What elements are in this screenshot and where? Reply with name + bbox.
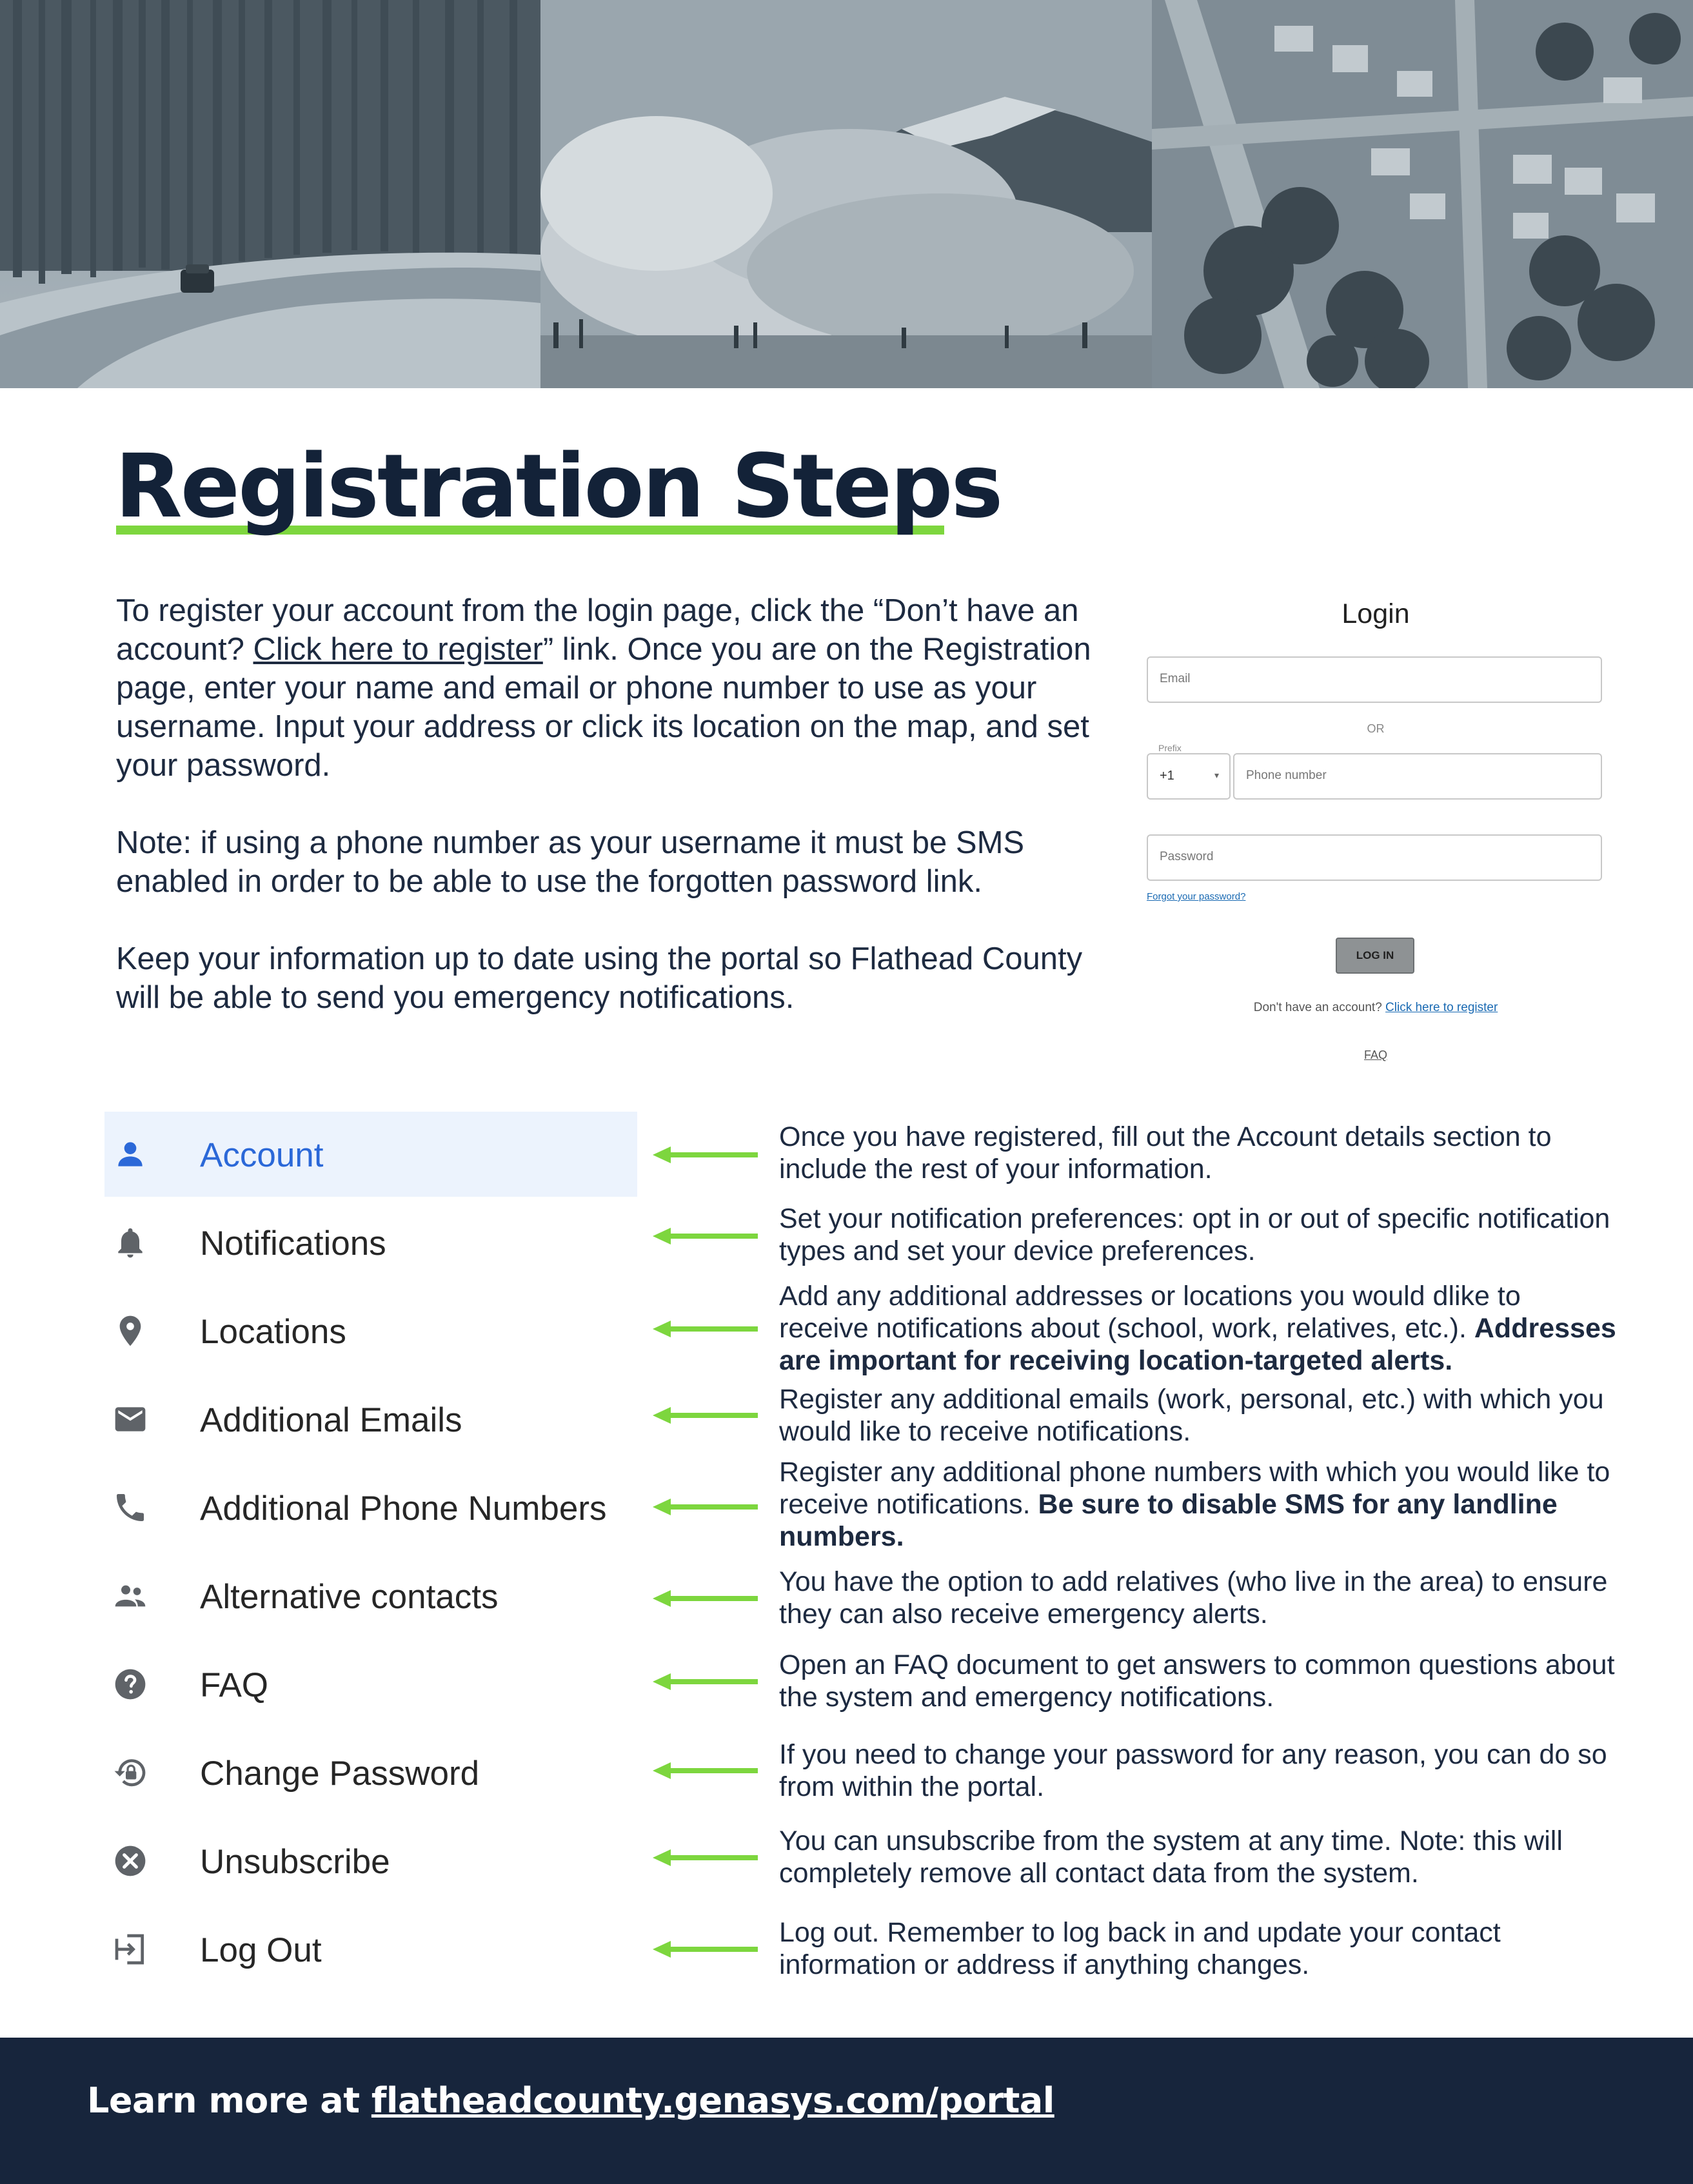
description-phones: Register any additional phone numbers with which you would like to receive notifications. Be sure to disable SMS for any landline numbers.	[779, 1457, 1610, 1552]
location-pin-icon	[112, 1313, 148, 1349]
hero-photo-strip	[0, 0, 1693, 388]
page-title: Registration Steps	[115, 436, 1002, 538]
prefix-select[interactable]: +1 ▾	[1147, 753, 1231, 800]
email-input[interactable]: Email	[1147, 656, 1602, 703]
description-contacts: You have the option to add relatives (who live in the area) to ensure they can also receive emergency alerts.	[779, 1566, 1608, 1629]
menu-label-notifications: Notifications	[200, 1225, 386, 1263]
intro-paragraph-register: To register your account from the login page, click the “Don’t have an account? Click here to register” link. Once you are on the Registration page, enter your name and email or phone number to use as your username. Input your address or click its location on the map, and set your password.	[116, 593, 1091, 783]
description-log-out: Log out. Remember to log back in and update your contact information or address if anything changes.	[779, 1917, 1501, 1980]
snowy-road-photo	[0, 0, 540, 388]
menu-item-additional-emails[interactable]	[104, 1377, 637, 1462]
description-account: Once you have registered, fill out the Account details section to include the rest of your information.	[779, 1121, 1552, 1185]
bell-icon	[112, 1225, 148, 1261]
wildfire-smoke-photo	[540, 0, 1152, 388]
menu-item-locations[interactable]	[104, 1288, 637, 1373]
green-arrow-icon	[651, 1406, 758, 1425]
forgot-password-link[interactable]: Forgot your password?	[1147, 891, 1246, 902]
green-arrow-icon	[651, 1497, 758, 1517]
register-link-inline[interactable]: Click here to register	[253, 632, 543, 667]
chevron-down-icon: ▾	[1214, 770, 1219, 780]
menu-item-unsubscribe[interactable]	[104, 1818, 637, 1904]
green-arrow-icon	[651, 1145, 758, 1165]
intro-text	[116, 591, 1109, 1056]
lock-reset-icon	[112, 1755, 148, 1791]
menu-label-faq: FAQ	[200, 1666, 269, 1704]
description-notifications: Set your notification preferences: opt in or out of specific notification types and set your device preferences.	[779, 1203, 1610, 1266]
green-arrow-icon	[651, 1761, 758, 1780]
description-faq: Open an FAQ document to get answers to common questions about the system and emergency notifications.	[779, 1649, 1615, 1713]
footer-banner	[0, 2038, 1693, 2184]
flooded-neighborhood-aerial-photo	[1152, 0, 1693, 388]
help-circle-icon	[112, 1666, 148, 1702]
description-emails: Register any additional emails (work, personal, etc.) with which you would like to receive notifications.	[779, 1384, 1604, 1447]
phone-number-input[interactable]: Phone number	[1233, 753, 1602, 800]
menu-item-account[interactable]	[104, 1112, 637, 1197]
menu-item-change-password[interactable]	[104, 1730, 637, 1815]
page-title-block	[115, 432, 1001, 542]
intro-paragraph-keep-updated: Keep your information up to date using the portal so Flathead County will be able to send you emergency notifications.	[116, 941, 1083, 1015]
password-input[interactable]: Password	[1147, 834, 1602, 881]
log-in-button[interactable]: LOG IN	[1336, 938, 1414, 974]
menu-label-additional-emails: Additional Emails	[200, 1401, 462, 1439]
login-form-screenshot	[1147, 580, 1605, 1083]
menu-item-faq[interactable]	[104, 1642, 637, 1727]
envelope-icon	[112, 1401, 148, 1437]
prefix-label: Prefix	[1158, 743, 1182, 753]
menu-label-log-out: Log Out	[200, 1931, 322, 1969]
green-arrow-icon	[651, 1226, 758, 1246]
logout-icon	[112, 1931, 148, 1967]
menu-item-notifications[interactable]	[104, 1200, 637, 1285]
menu-label-locations: Locations	[200, 1313, 346, 1351]
menu-item-alternative-contacts[interactable]	[104, 1553, 637, 1638]
description-locations: Add any additional addresses or locations you would dlike to receive notifications about (school, work, relatives, etc.). Addresses are important for receiving location-targeted alerts.	[779, 1281, 1616, 1376]
intro-paragraph-note: Note: if using a phone number as your username it must be SMS enabled in order to be able to use the forgotten password link.	[116, 825, 1025, 899]
register-link[interactable]: Click here to register	[1385, 1001, 1498, 1014]
faq-link[interactable]: FAQ	[1363, 1048, 1387, 1061]
green-arrow-icon	[651, 1319, 758, 1339]
menu-label-account: Account	[200, 1136, 324, 1174]
footer-text: Learn more at flatheadcounty.genasys.com/portal	[87, 2080, 1054, 2121]
green-arrow-icon	[651, 1940, 758, 1959]
green-arrow-icon	[651, 1672, 758, 1691]
menu-item-log-out[interactable]	[104, 1907, 637, 1992]
green-arrow-icon	[651, 1589, 758, 1608]
portal-url-link[interactable]: flatheadcounty.genasys.com/portal	[371, 2080, 1054, 2121]
person-icon	[112, 1136, 148, 1172]
description-change-password: If you need to change your password for any reason, you can do so from within the portal.	[779, 1739, 1607, 1802]
description-unsubscribe: You can unsubscribe from the system at any time. Note: this will completely remove all contact data from the system.	[779, 1825, 1563, 1889]
phone-icon	[112, 1490, 148, 1526]
menu-label-additional-phone-numbers: Additional Phone Numbers	[200, 1490, 607, 1528]
green-arrow-icon	[651, 1848, 758, 1867]
people-icon	[112, 1578, 148, 1614]
register-line: Don't have an account? Click here to register	[1253, 1001, 1498, 1014]
menu-label-change-password: Change Password	[200, 1755, 480, 1793]
or-divider: OR	[1367, 722, 1385, 735]
cancel-circle-icon	[112, 1843, 148, 1879]
menu-label-alternative-contacts: Alternative contacts	[200, 1578, 499, 1616]
login-title: Login	[1342, 598, 1410, 629]
menu-label-unsubscribe: Unsubscribe	[200, 1843, 390, 1881]
menu-item-additional-phone-numbers[interactable]	[104, 1465, 637, 1550]
